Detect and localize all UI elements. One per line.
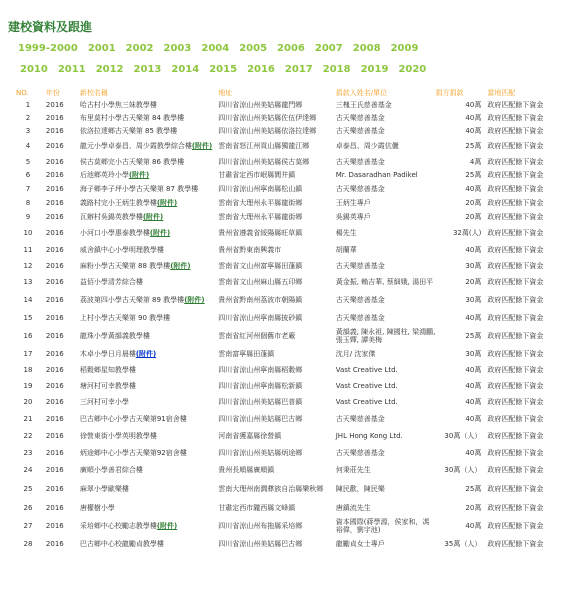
- year-link[interactable]: 2014: [171, 64, 200, 75]
- cell-local-match: 政府匹配餘下資金: [487, 229, 544, 237]
- cell-year: 2016: [45, 448, 64, 457]
- school-name: 海子鄉李子坪小學古天樂第 87 教學樓: [79, 185, 199, 193]
- table-row: [10, 444, 578, 461]
- cell-year: 2016: [45, 199, 64, 207]
- cell-address: 四川省涼山州美姑縣巴普鎮: [218, 398, 303, 406]
- cell-year: 2016: [45, 414, 64, 423]
- cell-donor: 何秉莊先生: [335, 465, 371, 474]
- cell-no: 21: [23, 414, 33, 423]
- cell-year: 2016: [45, 262, 64, 270]
- cell-donor: JHL Hong Kong Ltd.: [335, 431, 403, 440]
- cell-address: 四川省涼山州美姑縣巴古鄉: [218, 540, 303, 548]
- table-row: [10, 210, 578, 224]
- cell-address: 貴州省黔南州荔波市朝陽鎮: [218, 296, 303, 304]
- cell-donor: Vast Creative Ltd.: [335, 398, 398, 406]
- cell-year: 2016: [45, 185, 64, 193]
- school-name: 義路村完小王炳生教學樓: [79, 199, 157, 207]
- cell-address: 貴州省黔東南興義市: [218, 246, 282, 254]
- cell-local-match: 政府匹配餘下資金: [487, 296, 544, 304]
- cell-local-match: 政府匹配餘下資金: [487, 504, 544, 512]
- table-row: [10, 536, 578, 552]
- table-row: [10, 394, 578, 410]
- cell-no: 7: [25, 185, 31, 193]
- cell-address: 四川省涼山州美姑縣侯古莫鄉: [218, 157, 310, 166]
- attachment-link[interactable]: (附件): [128, 171, 150, 179]
- year-link[interactable]: 2004: [201, 43, 230, 54]
- attachment-link[interactable]: (附件): [135, 350, 157, 358]
- cell-local-match: 政府匹配餘下資金: [487, 157, 544, 166]
- header-donor: 捐款人姓名/單位: [335, 89, 388, 97]
- cell-local-match: 政府匹配餘下資金: [487, 540, 544, 548]
- school-name: 龍元小學卓泰昌、周少霞教學綜合樓: [79, 142, 192, 150]
- table-header-row: [10, 88, 578, 98]
- table-row: [10, 224, 578, 242]
- cell-school-name: [80, 410, 218, 427]
- cell-amount: 40萬: [465, 246, 482, 254]
- cell-donor: 古天樂慈善基金: [335, 414, 385, 423]
- cell-school-name: [80, 224, 218, 242]
- cell-year: 2016: [45, 213, 64, 221]
- school-name: 炳途鄉中心小學古天樂第92宿舍樓: [79, 448, 187, 457]
- cell-address: 雲南富寧縣田蓬鎮: [218, 350, 275, 358]
- cell-no: 15: [23, 314, 33, 322]
- attachment-link[interactable]: (附件): [170, 262, 191, 270]
- table-row: [10, 290, 578, 310]
- cell-year: 2016: [45, 314, 64, 322]
- school-name: 益佰小學清芳綜合樓: [79, 278, 143, 286]
- year-link[interactable]: 1999-2000: [18, 43, 78, 54]
- cell-school-name: [80, 274, 218, 290]
- cell-year: 2016: [45, 171, 64, 179]
- school-name: 龍珠小學黃韻義教學樓: [79, 332, 150, 340]
- cell-school-name: [80, 500, 218, 516]
- table-row: [10, 168, 578, 182]
- cell-no: 4: [25, 142, 31, 150]
- cell-school-name: [80, 478, 218, 500]
- cell-year: 2016: [45, 113, 64, 122]
- cell-local-match: 政府匹配餘下資金: [487, 522, 544, 530]
- cell-address: 四川省涼山州寧南縣披砂鎮: [218, 314, 303, 322]
- table-row: [10, 346, 578, 362]
- cell-school-name: [80, 242, 218, 258]
- header-local-match: 當地匹配: [487, 89, 516, 97]
- cell-amount: 4萬: [469, 157, 482, 166]
- cell-year: 2016: [45, 350, 64, 358]
- cell-donor: 古天樂慈善基金: [335, 262, 385, 270]
- cell-year: 2016: [45, 278, 64, 286]
- cell-no: 10: [23, 229, 33, 237]
- year-link[interactable]: 2007: [314, 43, 343, 54]
- year-link[interactable]: 2019: [360, 64, 389, 75]
- cell-local-match: 政府匹配餘下資金: [487, 278, 544, 286]
- cell-donor: 黃韻義, 陳永祖, 陳國柱, 梁鴻鵬, 張玉嬋, 譚美梅: [335, 328, 436, 344]
- cell-year: 2016: [45, 100, 64, 109]
- cell-local-match: 政府匹配餘下資金: [487, 262, 544, 270]
- school-name: 哈古村小學焦三妹教學樓: [79, 100, 157, 109]
- cell-donor: 龍勵貞女士專戶: [335, 540, 385, 548]
- cell-address: 四川省涼山州布拖縣采培鄉: [218, 522, 303, 530]
- cell-amount: 40萬: [465, 522, 482, 530]
- cell-school-name: [80, 210, 218, 224]
- cell-no: 26: [23, 504, 33, 512]
- cell-local-match: 政府匹配餘下資金: [487, 382, 544, 390]
- table-row: [10, 516, 578, 536]
- cell-amount: 40萬: [465, 113, 482, 122]
- cell-year: 2016: [45, 246, 64, 254]
- cell-school-name: [80, 196, 218, 210]
- cell-address: 四川省涼山州寧南縣松山鎮: [218, 185, 303, 193]
- cell-no: 25: [23, 485, 33, 493]
- cell-local-match: 政府匹配餘下資金: [487, 485, 544, 493]
- cell-no: 19: [23, 382, 33, 390]
- cell-local-match: 政府匹配餘下資金: [487, 142, 544, 150]
- page-title: 建校資料及跟進: [8, 20, 93, 34]
- cell-year: 2016: [45, 126, 64, 135]
- header-no: NO.: [16, 89, 29, 97]
- cell-year: 2016: [45, 398, 64, 406]
- cell-school-name: [80, 137, 218, 155]
- cell-school-name: [80, 111, 218, 124]
- cell-address: 貴州長順縣廣順鎮: [218, 465, 275, 474]
- cell-amount: 25萬: [465, 485, 482, 493]
- school-name: 上村小學古天樂第 90 教學樓: [79, 314, 171, 322]
- cell-no: 5: [25, 157, 31, 166]
- cell-donor: 資本國際(蔣學源，侯家和，馮裕偉，劉宇池): [335, 518, 430, 534]
- year-link[interactable]: 2010: [20, 64, 48, 75]
- cell-year: 2016: [45, 522, 64, 530]
- cell-donor: 吳錫英專戶: [335, 213, 371, 221]
- school-name: 布里莫村小學古天樂第 84 教學樓: [79, 113, 185, 122]
- header-school-name: 新校名稱: [79, 89, 108, 97]
- table-row: [10, 258, 578, 274]
- cell-no: 24: [23, 465, 33, 474]
- cell-school-name: [80, 290, 218, 310]
- cell-no: 3: [25, 126, 31, 135]
- cell-donor: 古天樂慈善基金: [335, 296, 385, 304]
- year-link[interactable]: 2011: [57, 64, 86, 75]
- school-name: 小河口小學惠泰教學樓: [79, 229, 150, 237]
- cell-address: 甘肅省定西市岷縣閭井鎮: [218, 171, 296, 179]
- cell-no: 27: [23, 522, 33, 530]
- cell-address: 雲南省文山州麻山縣五印鄉: [218, 278, 303, 286]
- year-link[interactable]: 2003: [163, 43, 192, 54]
- cell-local-match: 政府匹配餘下資金: [487, 448, 544, 457]
- cell-donor: 唐鎮流先生: [335, 504, 371, 512]
- year-link[interactable]: 2008: [352, 43, 381, 54]
- cell-address: 雲南大理州南澗彝族自治縣樂秋鄉: [218, 485, 324, 493]
- cell-donor: 胡蘭華: [335, 246, 357, 254]
- cell-school-name: [80, 124, 218, 137]
- cell-amount: 40萬: [465, 398, 482, 406]
- cell-address: 雲南省文山州富寧縣田蓬鎮: [218, 262, 303, 270]
- cell-no: 6: [25, 171, 31, 179]
- cell-school-name: [80, 98, 218, 111]
- header-year: 年份: [45, 89, 60, 97]
- table-row: [10, 326, 578, 346]
- cell-no: 16: [23, 332, 33, 340]
- school-name: 瓦辦村吳錫英教學樓: [79, 213, 143, 221]
- cell-school-name: [80, 258, 218, 274]
- cell-local-match: 政府匹配餘下資金: [487, 332, 544, 340]
- year-link[interactable]: 2013: [133, 64, 162, 75]
- year-link[interactable]: 2020: [398, 64, 427, 75]
- cell-no: 8: [25, 199, 31, 207]
- school-name: 后池鄉英玲小學: [79, 171, 129, 179]
- school-name: 麻翠小學歐樂樓: [79, 485, 129, 493]
- table-row: [10, 196, 578, 210]
- table-row: [10, 111, 578, 124]
- header-address: 地址: [218, 89, 233, 97]
- cell-no: 11: [23, 246, 33, 254]
- cell-school-name: [80, 444, 218, 461]
- cell-local-match: 政府匹配餘下資金: [487, 414, 544, 423]
- cell-donor: Mr. Dasaradhan Padikel: [335, 171, 418, 179]
- cell-address: 四川省涼山州美姑縣佐伍伊達鄉: [218, 113, 317, 122]
- cell-no: 12: [23, 262, 33, 270]
- cell-no: 28: [23, 540, 33, 548]
- cell-local-match: 政府匹配餘下資金: [487, 213, 544, 221]
- attachment-link[interactable]: (附件): [184, 296, 205, 304]
- cell-amount: 32萬(人): [452, 229, 482, 237]
- cell-donor: 古天樂慈善基金: [335, 448, 385, 457]
- cell-address: 雲南省紅河州個舊市老廠: [218, 332, 296, 340]
- cell-amount: 20萬: [465, 213, 482, 221]
- school-name: 威舍鎮中心小學明理教學樓: [79, 246, 164, 254]
- cell-school-name: [80, 155, 218, 168]
- cell-donor: 古天樂慈善基金: [335, 113, 385, 122]
- attachment-link[interactable]: (附件): [156, 522, 178, 530]
- cell-address: 雲南省怒江州貢山縣獨龍江鄉: [218, 142, 310, 150]
- cell-amount: 40萬: [465, 126, 482, 135]
- cell-no: 9: [25, 213, 31, 221]
- cell-donor: 古天樂慈善基金: [335, 157, 385, 166]
- cell-school-name: [80, 326, 218, 346]
- cell-local-match: 政府匹配餘下資金: [487, 246, 544, 254]
- cell-school-name: [80, 378, 218, 394]
- school-name: 徐營東街小學英明教學樓: [79, 431, 157, 440]
- cell-year: 2016: [45, 296, 64, 304]
- cell-donor: 黃金振, 賴吉華, 蔡細娥, 湯田平: [335, 278, 434, 286]
- year-link[interactable]: 2006: [277, 43, 305, 54]
- cell-local-match: 政府匹配餘下資金: [487, 431, 544, 440]
- table-row: [10, 274, 578, 290]
- cell-no: 2: [25, 113, 31, 122]
- school-name: 侯古莫鄉完小古天樂第 86 教學樓: [79, 157, 185, 166]
- table-row: [10, 427, 578, 444]
- cell-amount: 40萬: [465, 448, 482, 457]
- cell-school-name: [80, 516, 218, 536]
- school-name: 廣順小學善君綜合樓: [79, 465, 143, 474]
- year-links-row-2: [20, 64, 580, 75]
- cell-amount: 25萬: [465, 142, 482, 150]
- school-name: 采培鄉中心校勵志教學樓: [79, 522, 157, 530]
- table-row: [10, 182, 578, 196]
- cell-local-match: 政府匹配餘下資金: [487, 113, 544, 122]
- attachment-link[interactable]: (附件): [149, 229, 171, 237]
- cell-amount: 20萬: [465, 278, 482, 286]
- table-row: [10, 124, 578, 137]
- cell-donor: 古天樂慈善基金: [335, 314, 385, 322]
- table-row: [10, 410, 578, 427]
- cell-school-name: [80, 168, 218, 182]
- year-link[interactable]: 2001: [87, 43, 116, 54]
- table-row: [10, 310, 578, 326]
- cell-amount: 40萬: [465, 100, 482, 109]
- cell-donor: 王炳生專戶: [335, 199, 371, 207]
- cell-year: 2016: [45, 485, 64, 493]
- cell-amount: 30萬（人）: [444, 465, 482, 474]
- cell-amount: 30萬: [465, 262, 482, 270]
- cell-no: 14: [23, 296, 33, 304]
- table-row: [10, 461, 578, 478]
- cell-local-match: 政府匹配餘下資金: [487, 100, 544, 109]
- year-link[interactable]: 2016: [247, 64, 275, 75]
- school-name: 巴古鄉中心小學古天樂第91宿舍樓: [79, 414, 187, 423]
- cell-year: 2016: [45, 332, 64, 340]
- cell-year: 2016: [45, 157, 64, 166]
- cell-no: 20: [23, 398, 33, 406]
- cell-year: 2016: [45, 382, 64, 390]
- cell-school-name: [80, 310, 218, 326]
- cell-school-name: [80, 427, 218, 444]
- table-row: [10, 378, 578, 394]
- cell-address: 雲南省大理州永平縣龍街鄉: [218, 199, 303, 207]
- cell-address: 四川省涼山州寧南縣松新鎮: [218, 382, 303, 390]
- table-row: [10, 500, 578, 516]
- cell-school-name: [80, 394, 218, 410]
- cell-no: 22: [23, 431, 33, 440]
- cell-school-name: [80, 346, 218, 362]
- cell-school-name: [80, 182, 218, 196]
- school-table: [10, 88, 578, 552]
- year-link[interactable]: 2012: [95, 64, 124, 75]
- table-row: [10, 478, 578, 500]
- cell-year: 2016: [45, 504, 64, 512]
- table-row: [10, 155, 578, 168]
- year-link[interactable]: 2017: [284, 64, 313, 75]
- cell-amount: 40萬: [465, 414, 482, 423]
- year-link[interactable]: 2015: [209, 64, 238, 75]
- table-row: [10, 137, 578, 155]
- cell-year: 2016: [45, 465, 64, 474]
- cell-year: 2016: [45, 229, 64, 237]
- cell-donor: Vast Creative Ltd.: [335, 382, 398, 390]
- cell-local-match: 政府匹配餘下資金: [487, 366, 544, 374]
- cell-local-match: 政府匹配餘下資金: [487, 350, 544, 358]
- school-name: 荔波第四小學古天樂第 89 教學樓: [79, 296, 185, 304]
- attachment-link[interactable]: (附件): [191, 142, 213, 150]
- cell-amount: 40萬: [465, 185, 482, 193]
- cell-school-name: [80, 362, 218, 378]
- cell-amount: 20萬: [465, 504, 482, 512]
- attachment-link[interactable]: (附件): [156, 199, 178, 207]
- school-name: 唐權樹小學: [79, 504, 115, 512]
- cell-address: 河南省獲嘉縣徐營鎮: [218, 431, 282, 440]
- cell-amount: 40萬: [465, 366, 482, 374]
- table-row: [10, 98, 578, 111]
- cell-donor: 陳民歡，陳民樂: [335, 485, 385, 493]
- cell-year: 2016: [45, 366, 64, 374]
- school-name: 塘河村可幸教學樓: [79, 382, 136, 390]
- cell-no: 1: [25, 100, 31, 109]
- cell-no: 17: [23, 350, 33, 358]
- cell-address: 甘肅定西市隴西縣文峰鎮: [218, 504, 296, 512]
- year-link[interactable]: 2005: [239, 43, 268, 54]
- cell-amount: 25萬: [465, 171, 482, 179]
- cell-school-name: [80, 536, 218, 552]
- cell-amount: 30萬（人）: [444, 431, 482, 440]
- cell-year: 2016: [45, 431, 64, 440]
- cell-year: 2016: [45, 142, 64, 150]
- cell-local-match: 政府匹配餘下資金: [487, 199, 544, 207]
- year-link[interactable]: 2002: [125, 43, 154, 54]
- year-link[interactable]: 2009: [390, 43, 419, 54]
- table-row: [10, 242, 578, 258]
- cell-local-match: 政府匹配餘下資金: [487, 314, 544, 322]
- cell-amount: 25萬: [465, 332, 482, 340]
- cell-donor: 古天樂慈善基金: [335, 185, 385, 193]
- school-name: 巴古鄉中心校龍勵貞教學樓: [79, 540, 164, 548]
- cell-no: 23: [23, 448, 33, 457]
- year-link[interactable]: 2018: [322, 64, 351, 75]
- cell-address: 四川省涼山州美姑縣巴古鄉: [218, 414, 303, 423]
- school-name: 稻穀鄉星知教學樓: [79, 366, 136, 374]
- school-name: 三河村可幸小學: [79, 398, 129, 406]
- year-links-row-1: [18, 43, 578, 54]
- cell-amount: 40萬: [465, 314, 482, 322]
- cell-donor: 楊先生: [335, 229, 357, 237]
- cell-address: 四川省涼山州美姑縣龍門鄉: [218, 100, 303, 109]
- attachment-link[interactable]: (附件): [142, 213, 164, 221]
- cell-donor: 三槐王氏慈善基金: [335, 100, 392, 109]
- cell-year: 2016: [45, 540, 64, 548]
- header-amount: 捐方捐款: [435, 89, 464, 97]
- cell-no: 18: [23, 366, 33, 374]
- cell-address: 四川省涼山州美姑縣依洛拉達鄉: [218, 126, 317, 135]
- cell-amount: 20萬: [465, 199, 482, 207]
- cell-local-match: 政府匹配餘下資金: [487, 126, 544, 135]
- cell-address: 四川省涼山州美姑縣炳途鄉: [218, 448, 303, 457]
- cell-amount: 30萬: [465, 296, 482, 304]
- cell-local-match: 政府匹配餘下資金: [487, 398, 544, 406]
- cell-local-match: 政府匹配餘下資金: [487, 171, 544, 179]
- cell-donor: Vast Creative Ltd.: [335, 366, 398, 374]
- cell-donor: 沈月/ 沈家傑: [335, 350, 376, 358]
- school-name: 木卓小學日月晨樓: [79, 350, 136, 358]
- cell-donor: 卓泰昌、周少霞伉儷: [335, 142, 399, 150]
- cell-amount: 40萬: [465, 382, 482, 390]
- cell-address: 雲南省大理州永平縣龍街鄉: [218, 213, 303, 221]
- school-name: 麻粉小學古天樂第 88 教學樓: [79, 262, 171, 270]
- cell-address: 貴州省遵義省綏陽縣旺草鎮: [218, 229, 303, 237]
- school-name: 依洛拉達鄉古天樂第 85 教學樓: [79, 126, 178, 135]
- cell-address: 四川省涼山州寧南縣稻穀鄉: [218, 366, 303, 374]
- cell-amount: 30萬: [465, 350, 482, 358]
- cell-no: 13: [23, 278, 33, 286]
- cell-donor: 古天樂慈善基金: [335, 126, 385, 135]
- table-row: [10, 362, 578, 378]
- cell-local-match: 政府匹配餘下資金: [487, 185, 544, 193]
- cell-amount: 35萬（人）: [444, 540, 482, 548]
- cell-school-name: [80, 461, 218, 478]
- cell-local-match: 政府匹配餘下資金: [487, 465, 544, 474]
